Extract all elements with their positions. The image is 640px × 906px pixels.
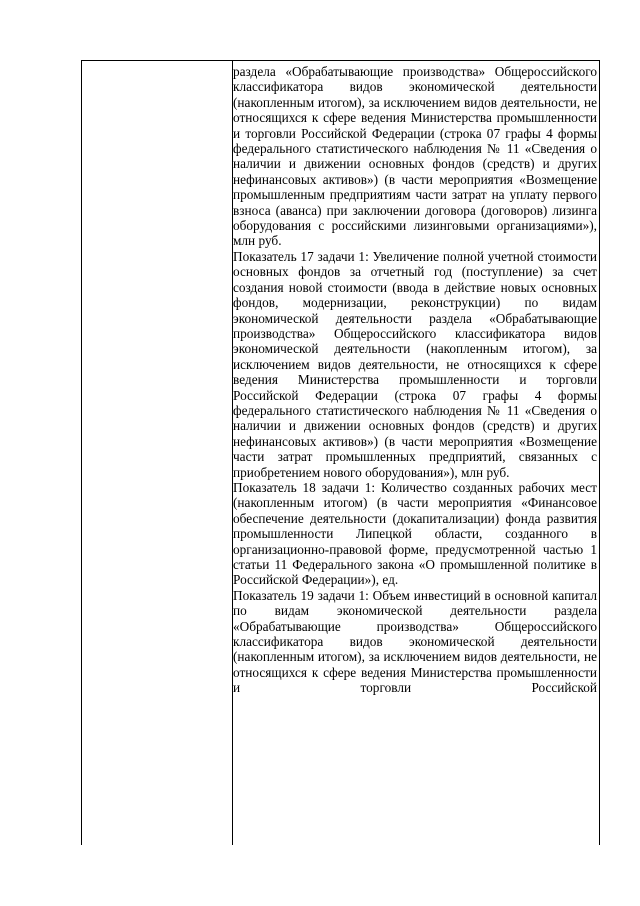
paragraph-continuation: раздела «Обрабатывающие производства» Общероссийского классификатора видов экономической деятельности (накопленным итогом), за исключением видов деятельности, не относящихся к сфере ведения Министерства промышленности и торговли Российской Федерации (строка 07 графы 4 формы федерального статистического наблюдения № 11 «Сведения о наличии и движении основных фондов (средств) и других нефинансовых активов») (в части мероприятия «Возмещение промышленным предприятиям части затрат на уплату первого взноса (аванса) при заключении договора (договоров) лизинга оборудования с российскими лизинговыми организациями»), млн руб. (233, 64, 597, 249)
paragraph-indicator-19: Показатель 19 задачи 1: Объем инвестиций в основной капитал по видам экономической деятельности раздела «Обрабатывающие производства» Общероссийского классификатора видов экономической деятельности (накопленным итогом), за исключением видов деятельности, не относящихся к сфере ведения Министерства промышленности и торговли Российской (233, 587, 597, 696)
paragraph-indicator-18: Показатель 18 задачи 1: Количество созданных рабочих мест (накопленным итогом) (в части мероприятия «Финансовое обеспечение деятельности (докапитализации) фонда развития промышленности Липецкой области, созданного в организационно-правовой форме, предусмотренной частью 1 статьи 11 Федерального закона «О промышленной политике в Российской Федерации»), ед. (233, 479, 597, 588)
table-left-column (82, 61, 232, 845)
document-table (81, 60, 600, 845)
table-right-column (233, 64, 597, 696)
paragraph-indicator-17: Показатель 17 задачи 1: Увеличение полной учетной стоимости основных фондов за отчетный год (поступление) за счет создания новой стоимости (ввода в действие новых основных фондов, модернизации, реконструкции) по видам экономической деятельности раздела «Обрабатывающие производства» Общероссийского классификатора видов экономической деятельности (накопленным итогом), за исключением видов деятельности, не относящихся к сфере ведения Министерства промышленности и торговли Российской Федерации (строка 07 графы 4 формы федерального статистического наблюдения № 11 «Сведения о наличии и движении основных фондов (средств) и других нефинансовых активов») (в части мероприятия «Возмещение части затрат промышленных предприятий, связанных с приобретением нового оборудования»), млн руб. (233, 248, 597, 480)
